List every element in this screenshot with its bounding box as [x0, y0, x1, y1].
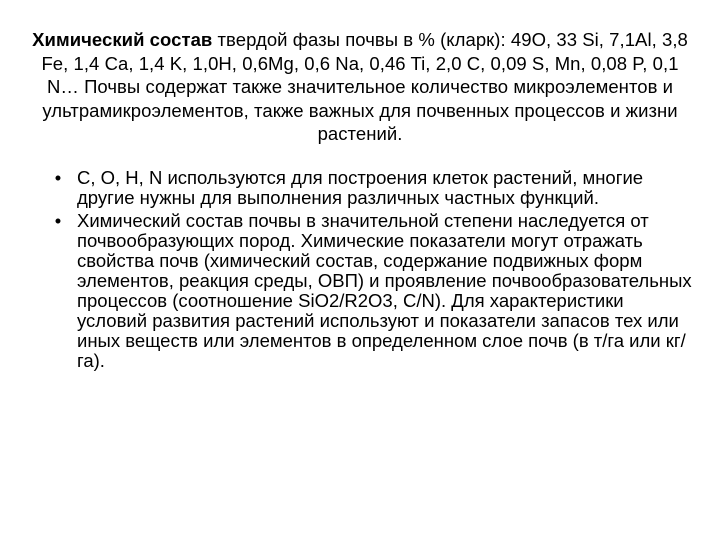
intro-bold-lead: Химический состав	[32, 29, 213, 50]
bullet-list	[52, 168, 692, 374]
intro-paragraph	[30, 28, 690, 146]
bullet-marker: •	[54, 210, 62, 231]
bullet-text: Химический состав почвы в значительной степени наследуется от почвообразующих пород. Химические показатели могут отражать свойства почв (химический состав, содержание подвижных форм элементов, реакция среды, ОВП) и проявление почвообразовательных процессов (соотношение SiO2/R2O3, C/N). Для характеристики условий развития растений используют и показатели запасов тех или иных веществ или элементов в определенном слое почв (в т/га или кг/га).	[77, 210, 692, 371]
bullet-item	[52, 168, 692, 208]
intro-text: твердой фазы почвы в % (кларк): 49О, 33 Si, 7,1Al, 3,8 Fe, 1,4 Ca, 1,4 K, 1,0H, 0,6Mg, 0,6 Na, 0,46 Ti, 2,0 C, 0,09 S, Mn, 0,08 P, 0,1 N… Почвы содержат также значительное количество микроэлементов и ультрамикроэлементов, также важных для почвенных процессов и жизни растений.	[41, 29, 688, 144]
bullet-marker: •	[54, 167, 62, 188]
bullet-item	[52, 211, 692, 371]
bullet-text: C, O, H, N используются для построения клеток растений, многие другие нужны для выполнения различных частных функций.	[77, 167, 644, 208]
